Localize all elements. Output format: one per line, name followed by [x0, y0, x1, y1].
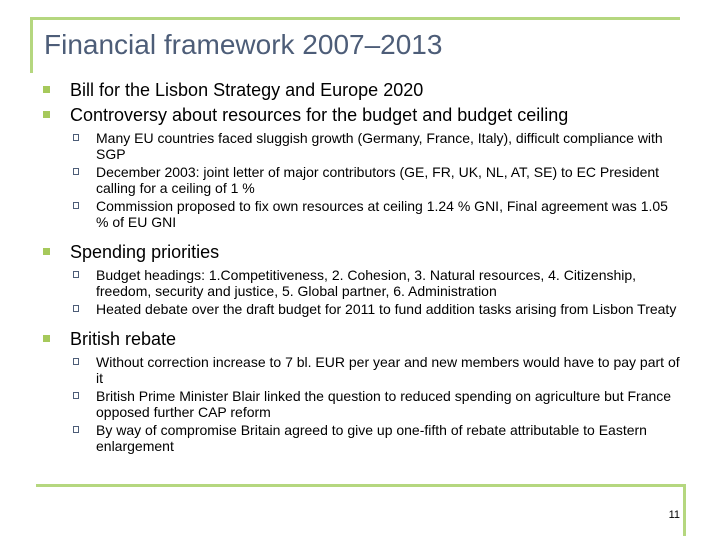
bullet-item [0, 242, 720, 263]
square-bullet-icon [43, 86, 50, 93]
sub-bullet-item [0, 301, 720, 317]
bullet-text: Controversy about resources for the budget and budget ceiling [70, 105, 569, 125]
hollow-square-bullet-icon [73, 358, 79, 365]
sub-bullet-item [0, 198, 720, 230]
hollow-square-bullet-icon [73, 305, 79, 312]
sub-bullet-text: Heated debate over the draft budget for 2011 to fund addition tasks arising from Lisbon Treaty [96, 301, 677, 317]
sub-bullet-text: December 2003: joint letter of major contributors (GE, FR, UK, NL, AT, SE) to EC President calling for a ceiling of 1 % [96, 164, 660, 196]
page-number: 11 [668, 509, 680, 521]
hollow-square-bullet-icon [73, 271, 79, 278]
bullet-list [0, 80, 720, 454]
slide-title: Financial framework 2007–2013 [44, 29, 443, 60]
bullet-text: Bill for the Lisbon Strategy and Europe 2020 [70, 80, 424, 100]
sub-bullet-item [0, 354, 720, 386]
frame-top-line [30, 17, 680, 20]
sub-bullet-item [0, 388, 720, 420]
hollow-square-bullet-icon [73, 202, 79, 209]
sub-bullet-item [0, 130, 720, 162]
hollow-square-bullet-icon [73, 168, 79, 175]
sub-bullet-text: British Prime Minister Blair linked the question to reduced spending on agriculture but France opposed further CAP reform [96, 388, 672, 420]
hollow-square-bullet-icon [73, 392, 79, 399]
bullet-item [0, 329, 720, 350]
frame-bottom-line [36, 484, 686, 487]
square-bullet-icon [43, 335, 50, 342]
sub-bullet-text: Commission proposed to fix own resources at ceiling 1.24 % GNI, Final agreement was 1.05 % of EU GNI [96, 198, 668, 230]
sub-bullet-item [0, 267, 720, 299]
sub-bullet-text: Without correction increase to 7 bl. EUR per year and new members would have to pay part of it [96, 354, 680, 386]
sub-bullet-item [0, 422, 720, 454]
bullet-text: Spending priorities [70, 242, 220, 262]
bullet-item [0, 80, 720, 101]
bullet-item [0, 105, 720, 126]
frame-right-line [683, 484, 686, 536]
hollow-square-bullet-icon [73, 134, 79, 141]
sub-bullet-text: By way of compromise Britain agreed to give up one-fifth of rebate attributable to Eastern enlargement [96, 422, 647, 454]
sub-bullet-text: Many EU countries faced sluggish growth (Germany, France, Italy), difficult compliance with SGP [96, 130, 663, 162]
hollow-square-bullet-icon [73, 426, 79, 433]
square-bullet-icon [43, 111, 50, 118]
sub-bullet-text: Budget headings: 1.Competitiveness, 2. Cohesion, 3. Natural resources, 4. Citizenship, freedom, security and justice, 5. Global partner, 6. Administration [96, 267, 637, 299]
bullet-text: British rebate [70, 329, 177, 349]
frame-left-line [30, 17, 33, 73]
sub-bullet-item [0, 164, 720, 196]
square-bullet-icon [43, 248, 50, 255]
